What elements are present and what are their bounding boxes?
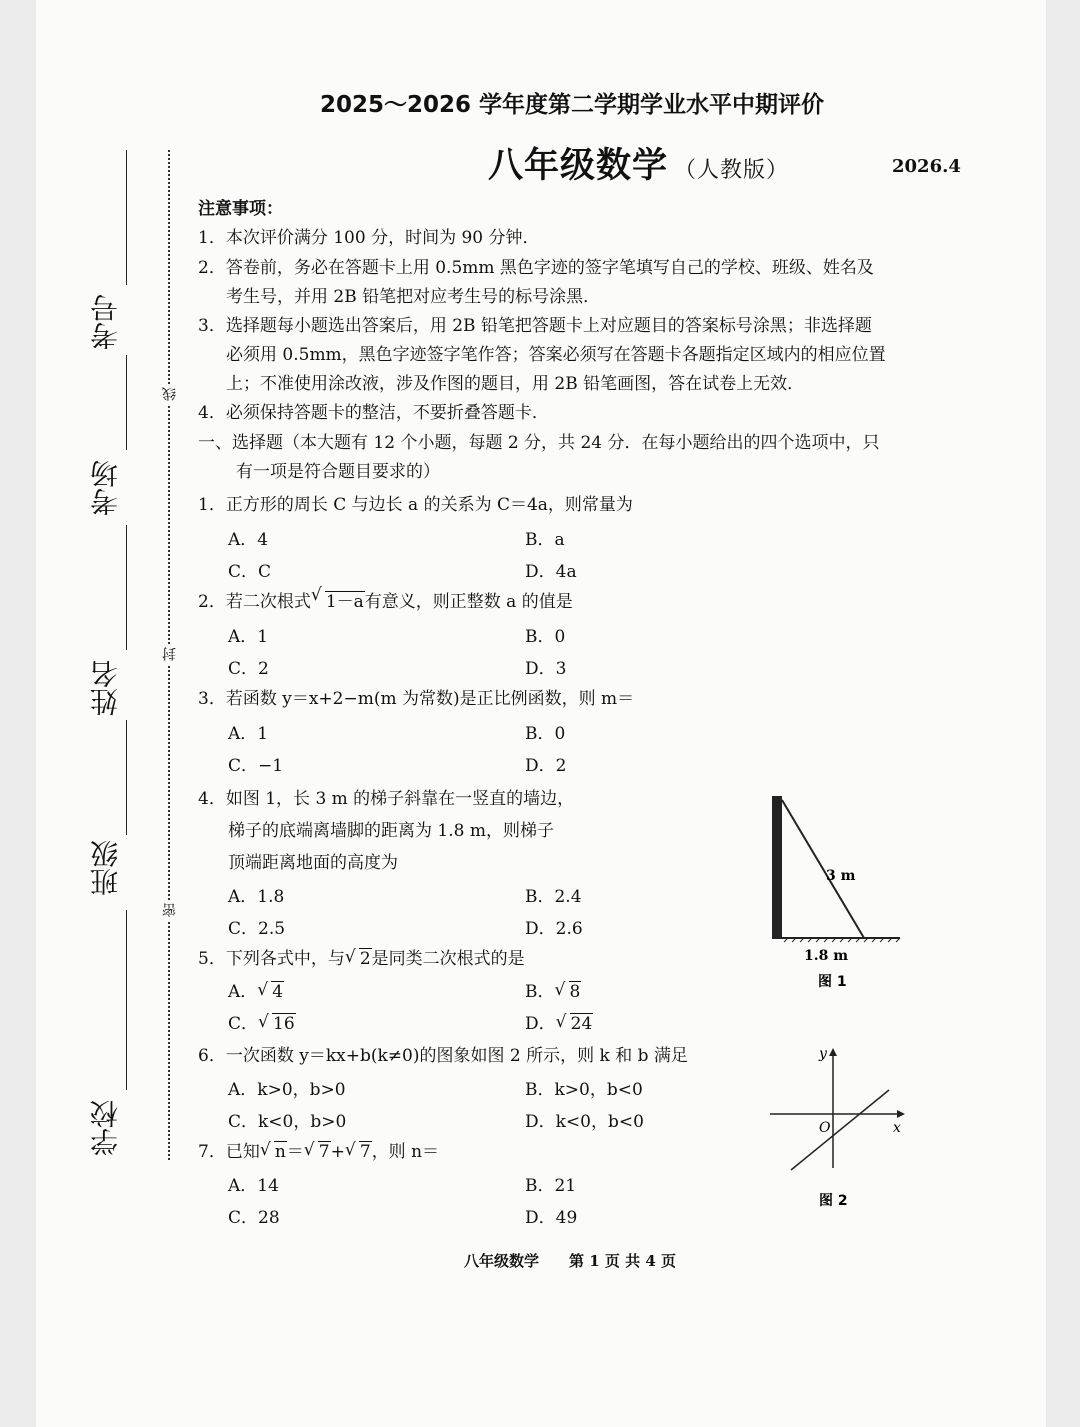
exam-title: 2025～2026 学年度第二学期学业水平中期评价: [320, 92, 825, 118]
question-4-option-b: B．2.4: [525, 887, 582, 907]
sidebar-field-room: 考场: [89, 460, 122, 516]
question-2-stem: 2．若二次根式√ 1－a有意义，则正整数 a 的值是: [198, 587, 573, 612]
figure-2-caption: 图 2: [819, 1193, 848, 1209]
question-5-stem: 5．下列各式中，与√ 2是同类二次根式的是: [198, 944, 525, 969]
question-1-stem: 1．正方形的周长 C 与边长 a 的关系为 C＝4a，则常量为: [198, 495, 633, 515]
question-5-option-d: D．√ 24: [525, 1009, 593, 1034]
school-blank-line: [126, 910, 127, 1090]
question-5-option-c: C．√ 16: [228, 1009, 296, 1034]
question-6-option-a: A．k>0，b>0: [228, 1080, 346, 1100]
notice-item: 4．必须保持答题卡的整洁，不要折叠答题卡．: [198, 403, 549, 423]
room-blank-line: [126, 355, 127, 450]
wall: [772, 796, 782, 938]
seal-mark-line: 线: [160, 384, 180, 404]
question-3-option-d: D．2: [525, 756, 567, 776]
x-axis-label: x: [893, 1120, 901, 1136]
question-7-stem: 7．已知√ n＝√ 7+√ 7，则 n＝: [198, 1137, 439, 1162]
question-4-option-c: C．2.5: [228, 919, 286, 939]
figure-1-ladder: [760, 790, 910, 1000]
class-blank-line: [126, 720, 127, 835]
notice-item: 3．选择题每小题选出答案后，用 2B 铅笔把答题卡上对应题目的答案标号涂黑；非选择题: [198, 316, 872, 336]
y-axis-label: y: [819, 1046, 827, 1062]
hypotenuse-label: 3 m: [826, 868, 856, 884]
notice-item: 上；不准使用涂改液，涉及作图的题目，用 2B 铅笔画图，答在试卷上无效．: [226, 374, 805, 394]
question-4-option-d: D．2.6: [525, 919, 583, 939]
section-heading: 一、选择题（本大题有 12 个小题，每题 2 分，共 24 分．在每小题给出的四个选项中，只: [198, 433, 880, 453]
question-3-stem: 3．若函数 y＝x+2−m(m 为常数)是正比例函数，则 m＝: [198, 689, 635, 709]
question-4-stem-cont: 顶端距离地面的高度为: [228, 853, 398, 873]
figure-2-graph: [765, 1040, 915, 1220]
question-4-stem-cont: 梯子的底端离墙脚的距离为 1.8 m，则梯子: [228, 821, 554, 841]
question-4-stem: 4．如图 1，长 3 m 的梯子斜靠在一竖直的墙边，: [198, 789, 575, 809]
notice-item: 2．答卷前，务必在答题卡上用 0.5mm 黑色字迹的签字笔填写自己的学校、班级、姓名及: [198, 258, 874, 278]
sidebar-field-number: 考号: [89, 294, 122, 350]
page-footer: 八年级数学 第 1 页 共 4 页: [464, 1252, 676, 1270]
question-3-option-a: A．1: [228, 724, 269, 744]
function-line: [791, 1090, 889, 1170]
origin-label: O: [819, 1120, 831, 1136]
question-7-option-b: B．21: [525, 1176, 577, 1196]
notice-item: 考生号，并用 2B 铅笔把对应考生号的标号涂黑．: [226, 287, 601, 307]
question-1-option-a: A．4: [228, 530, 269, 550]
question-2-option-b: B．0: [525, 627, 566, 647]
y-axis-arrow-icon: [829, 1048, 837, 1056]
question-4-option-a: A．1.8: [228, 887, 285, 907]
notice-item: 必须用 0.5mm，黑色字迹签字笔作答；答案必须写在答题卡各题指定区域内的相应位置: [226, 345, 886, 365]
question-6-option-d: D．k<0，b<0: [525, 1112, 644, 1132]
x-axis-arrow-icon: [897, 1110, 905, 1118]
figure-1-caption: 图 1: [818, 974, 847, 990]
seal-mark-secret: 密: [160, 900, 180, 920]
question-6-option-b: B．k>0，b<0: [525, 1080, 643, 1100]
question-6-stem: 6．一次函数 y＝kx+b(k≠0)的图象如图 2 所示，则 k 和 b 满足: [198, 1046, 688, 1066]
seal-mark-seal: 封: [160, 644, 180, 664]
exam-date: 2026.4: [892, 156, 961, 177]
subject-title: 八年级数学 （人教版）: [488, 146, 790, 186]
question-1-option-c: C．C: [228, 562, 272, 582]
edition-label: （人教版）: [674, 158, 790, 183]
sidebar-field-class: 班级: [89, 840, 122, 896]
question-3-option-c: C．−1: [228, 756, 284, 776]
question-2-option-c: C．2: [228, 659, 269, 679]
question-5-option-b: B．√ 8: [525, 977, 581, 1002]
number-blank-line: [126, 150, 127, 285]
question-7-option-a: A．14: [228, 1176, 279, 1196]
base-label: 1.8 m: [804, 948, 849, 964]
question-1-option-d: D．4a: [525, 562, 577, 582]
sidebar-field-school: 学校: [89, 1100, 122, 1156]
section-heading-cont: 有一项是符合题目要求的）: [236, 462, 440, 482]
question-2-option-a: A．1: [228, 627, 269, 647]
name-blank-line: [126, 525, 127, 650]
question-6-option-c: C．k<0，b>0: [228, 1112, 347, 1132]
question-2-option-d: D．3: [525, 659, 567, 679]
question-7-option-d: D．49: [525, 1208, 578, 1228]
sidebar-field-name: 姓名: [89, 660, 122, 716]
notice-item: 1．本次评价满分 100 分，时间为 90 分钟．: [198, 228, 540, 248]
question-3-option-b: B．0: [525, 724, 566, 744]
question-7-option-c: C．28: [228, 1208, 280, 1228]
notice-heading: 注意事项：: [198, 199, 283, 219]
question-1-option-b: B．a: [525, 530, 565, 550]
question-5-option-a: A．√ 4: [228, 977, 284, 1002]
